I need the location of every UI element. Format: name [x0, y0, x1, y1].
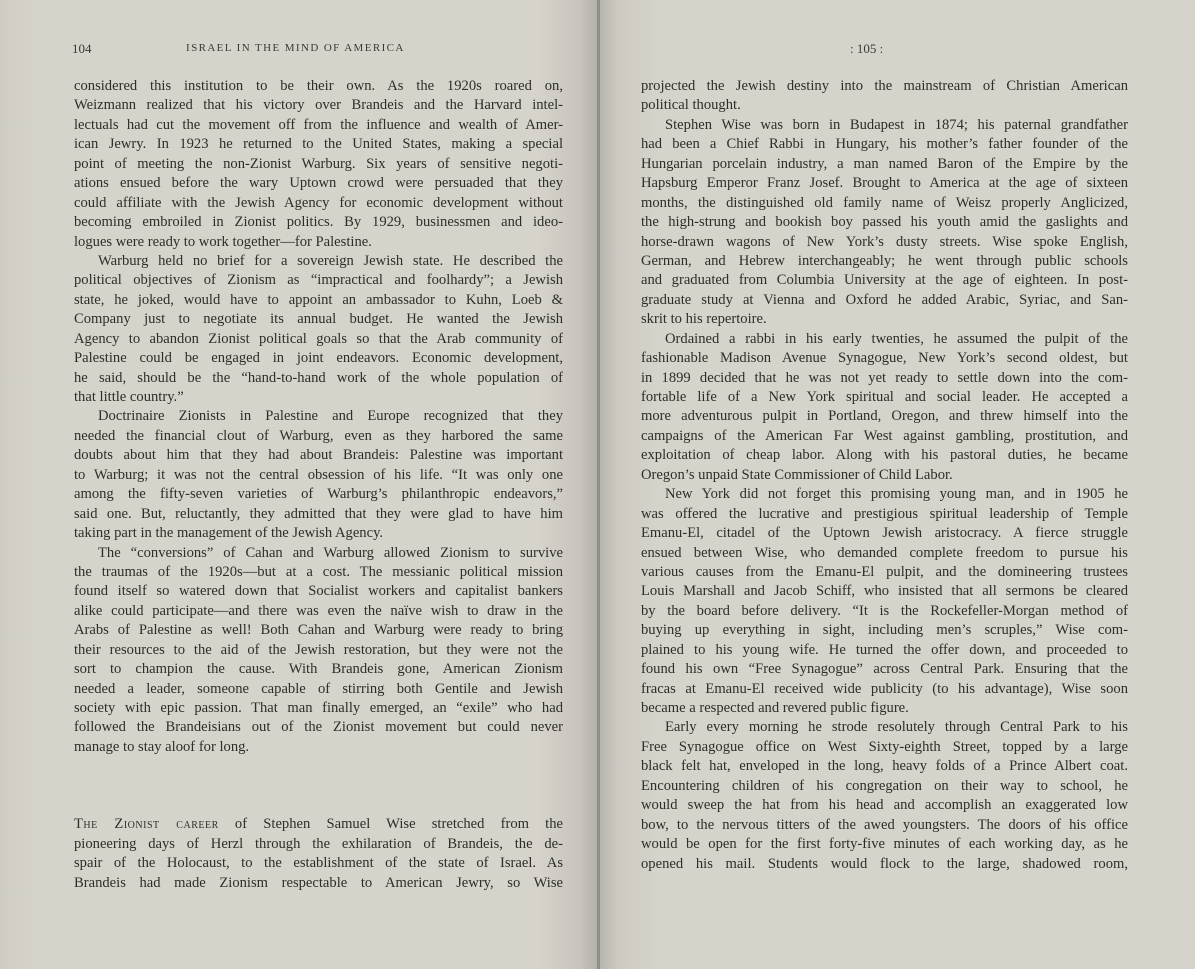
text-line: needed a leader, someone capable of stirring both Gentile and Jewish — [74, 680, 563, 697]
text-line: Hapsburg Emperor Franz Josef. Brought to America at the age of sixteen — [641, 175, 1128, 192]
text-line: logues were ready to work together—for Palestine. — [74, 233, 372, 250]
text-line: Emanu-El, citadel of the Uptown Jewish aristocracy. A fierce struggle — [641, 525, 1128, 542]
right-page-body — [641, 77, 1128, 874]
text-line: among the fifty-seven varieties of Warburg’s philanthropic endeavors,” — [74, 486, 563, 503]
text-line: to Warburg; it was not the central obsession of his life. “It was only one — [74, 466, 563, 483]
text-line: more adventurous pulpit in Portland, Oregon, and threw himself into the — [641, 408, 1128, 425]
text-line: fracas at Emanu-El received wide publicity (to his advantage), Wise soon — [641, 680, 1128, 697]
section-break — [74, 757, 563, 815]
left-page-body — [74, 77, 563, 893]
text-line: campaigns of the American Far West against gambling, prostitution, and — [641, 427, 1128, 444]
text-line: plained to his young wife. He turned the offer down, and proceeded to — [641, 641, 1128, 658]
text-line: exploitation of cheap labor. Along with his pastoral duties, he became — [641, 447, 1128, 464]
text-line: needed the financial clout of Warburg, even as they harbored the same — [74, 427, 563, 444]
text-line: Oregon’s unpaid State Commissioner of Child Labor. — [641, 466, 953, 483]
text-line: fashionable Madison Avenue Synagogue, New York’s second oldest, but — [641, 350, 1128, 367]
running-head: ISRAEL IN THE MIND OF AMERICA — [186, 42, 405, 54]
text-line: skrit to his repertoire. — [641, 311, 767, 328]
text-line: Early every morning he strode resolutely through Central Park to his — [665, 719, 1128, 736]
text-line: political objectives of Zionism as “impractical and foolhardy”; a Jewish — [74, 272, 563, 289]
text-line: Doctrinaire Zionists in Palestine and Europe recognized that they — [98, 408, 563, 425]
text-line: graduate study at Vienna and Oxford he added Arabic, Syriac, and San- — [641, 291, 1128, 308]
text-line: doubts about him that they had about Brandeis: Palestine was important — [74, 447, 563, 464]
text-line: Palestine could be engaged in joint endeavors. Economic development, — [74, 350, 563, 367]
text-line: fortable life of a New York spiritual and social leader. He accepted a — [641, 389, 1128, 405]
text-line: bow, to the nervous titters of the awed youngsters. The doors of his office — [641, 816, 1128, 833]
text-line: by the board before delivery. “It is the Rockefeller-Morgan method of — [641, 602, 1128, 619]
text-line: Ordained a rabbi in his early twenties, he assumed the pulpit of the — [665, 330, 1128, 347]
text-line: various causes from the Emanu-El pulpit, and the domineering trustees — [641, 563, 1128, 580]
text-line: ensued between Wise, who demanded complete freedom to pursue his — [641, 544, 1128, 561]
text-line: would sweep the hat from his head and accomplish an exaggerated low — [641, 797, 1128, 814]
text-line: Company just to negotiate its annual budget. He wanted the Jewish — [74, 311, 563, 328]
text-line: point of meeting the non-Zionist Warburg. Six years of sensitive negoti- — [74, 155, 563, 172]
text-line: he said, should be the “hand-to-hand work of the whole population of — [74, 369, 563, 386]
text-line: The “conversions” of Cahan and Warburg allowed Zionism to survive — [98, 544, 563, 561]
text-line: could affiliate with the Jewish Agency for economic development without — [74, 194, 563, 211]
text-line: pioneering days of Herzl through the exhilaration of Brandeis, the de- — [74, 835, 563, 852]
text-line: had been a Chief Rabbi in Hungary, his mother’s father founder of the — [641, 136, 1128, 153]
text-line: Encountering children of his congregation on their way to school, he — [641, 777, 1128, 794]
text-line: Stephen Wise was born in Budapest in 1874; his paternal grandfather — [665, 116, 1128, 133]
text-line: lectuals had cut the movement off from the influence and wealth of Amer- — [74, 116, 563, 133]
text-line: followed the Brandeisians out of the Zionist movement but could never — [74, 719, 563, 736]
text-line: found itself so watered down that Socialist workers and capitalist bankers — [74, 583, 563, 600]
text-line: ican Jewry. In 1923 he returned to the United States, making a special — [74, 136, 563, 153]
text-line: Warburg held no brief for a sovereign Jewish state. He described the — [98, 252, 563, 269]
text-line: political thought. — [641, 97, 741, 114]
right-page — [600, 0, 1195, 969]
text-line: considered this institution to be their own. As the 1920s roared on, — [74, 78, 563, 94]
text-line: ations ensued before the wary Uptown crowd were persuaded that they — [74, 175, 563, 192]
text-line: found his own “Free Synagogue” across Central Park. Ensuring that the — [641, 661, 1128, 678]
section-opening-small-caps: The Zionist career — [74, 816, 219, 833]
text-line: becoming embroiled in Zionist politics. By 1929, businessmen and ideo- — [74, 214, 563, 231]
text-line: Louis Marshall and Jacob Schiff, who insisted that all sermons be cleared — [641, 583, 1128, 600]
text-line: and graduated from Columbia University at the age of eighteen. In post- — [641, 272, 1128, 289]
text-line: became a respected and revered public figure. — [641, 700, 909, 716]
text-line: opened his mail. Students would flock to the large, shadowed room, — [641, 855, 1128, 872]
text-line: months, the distinguished old family name of Weisz properly Anglicized, — [641, 194, 1128, 211]
text-line: state, he joked, would have to appoint an ambassador to Kuhn, Loeb & — [74, 291, 563, 308]
text-line: taking part in the management of the Jewish Agency. — [74, 525, 384, 542]
text-line: that little country.” — [74, 389, 184, 405]
text-line: sort to champion the cause. With Brandeis gone, American Zionism — [74, 661, 563, 678]
text-line: society with epic passion. That man finally emerged, an “exile” who had — [74, 700, 563, 716]
section-opening-rest: of Stephen Samuel Wise stretched from the — [218, 816, 563, 833]
text-line: the traumas of the 1920s—but at a cost. The messianic political mission — [74, 563, 563, 580]
text-line: black felt hat, enveloped in the long, heavy folds of a Prince Albert coat. — [641, 758, 1128, 775]
text-line: their resources to the aid of the Jewish restoration, but they were not the — [74, 641, 563, 658]
text-line: manage to stay aloof for long. — [74, 738, 250, 755]
text-line: in 1899 decided that he was not yet ready to settle down into the com- — [641, 369, 1128, 386]
text-line: Arabs of Palestine as well! Both Cahan and Warburg were ready to bring — [74, 622, 563, 639]
text-line: spair of the Holocaust, to the establishment of the state of Israel. As — [74, 855, 563, 872]
text-line: was offered the lucrative and prestigious spiritual leadership of Temple — [641, 505, 1128, 522]
text-line: German, and Hebrew interchangeably; he went through public schools — [641, 252, 1128, 269]
text-line: the high-strung and bookish boy passed his youth amid the gaslights and — [641, 214, 1128, 231]
text-line: said one. But, reluctantly, they admitted that they were glad to have him — [74, 505, 563, 522]
text-line: Weizmann realized that his victory over Brandeis and the Harvard intel- — [74, 97, 563, 114]
text-line: Agency to abandon Zionist political goals so that the Arab community of — [74, 330, 563, 347]
text-line: Brandeis had made Zionism respectable to American Jewry, so Wise — [74, 874, 563, 891]
text-line: horse-drawn wagons of New York’s dusty streets. Wise spoke English, — [641, 233, 1128, 250]
section-opening-line — [74, 815, 563, 834]
text-line: would be open for the first forty-five minutes of each working day, as he — [641, 836, 1128, 853]
right-page-number: : 105 : — [850, 41, 884, 56]
text-line: projected the Jewish destiny into the mainstream of Christian American — [641, 78, 1128, 94]
left-page-number: 104 — [72, 41, 92, 56]
text-line: New York did not forget this promising young man, and in 1905 he — [665, 486, 1128, 503]
text-line: alike could participate—and there was even the naïve wish to draw in the — [74, 602, 563, 619]
text-line: buying up everything in sight, including men’s scruples,” Wise com- — [641, 622, 1128, 639]
text-line: Hungarian porcelain industry, a man named Baron of the Empire by the — [641, 155, 1128, 172]
text-line: Free Synagogue office on West Sixty-eighth Street, topped by a large — [641, 738, 1128, 755]
